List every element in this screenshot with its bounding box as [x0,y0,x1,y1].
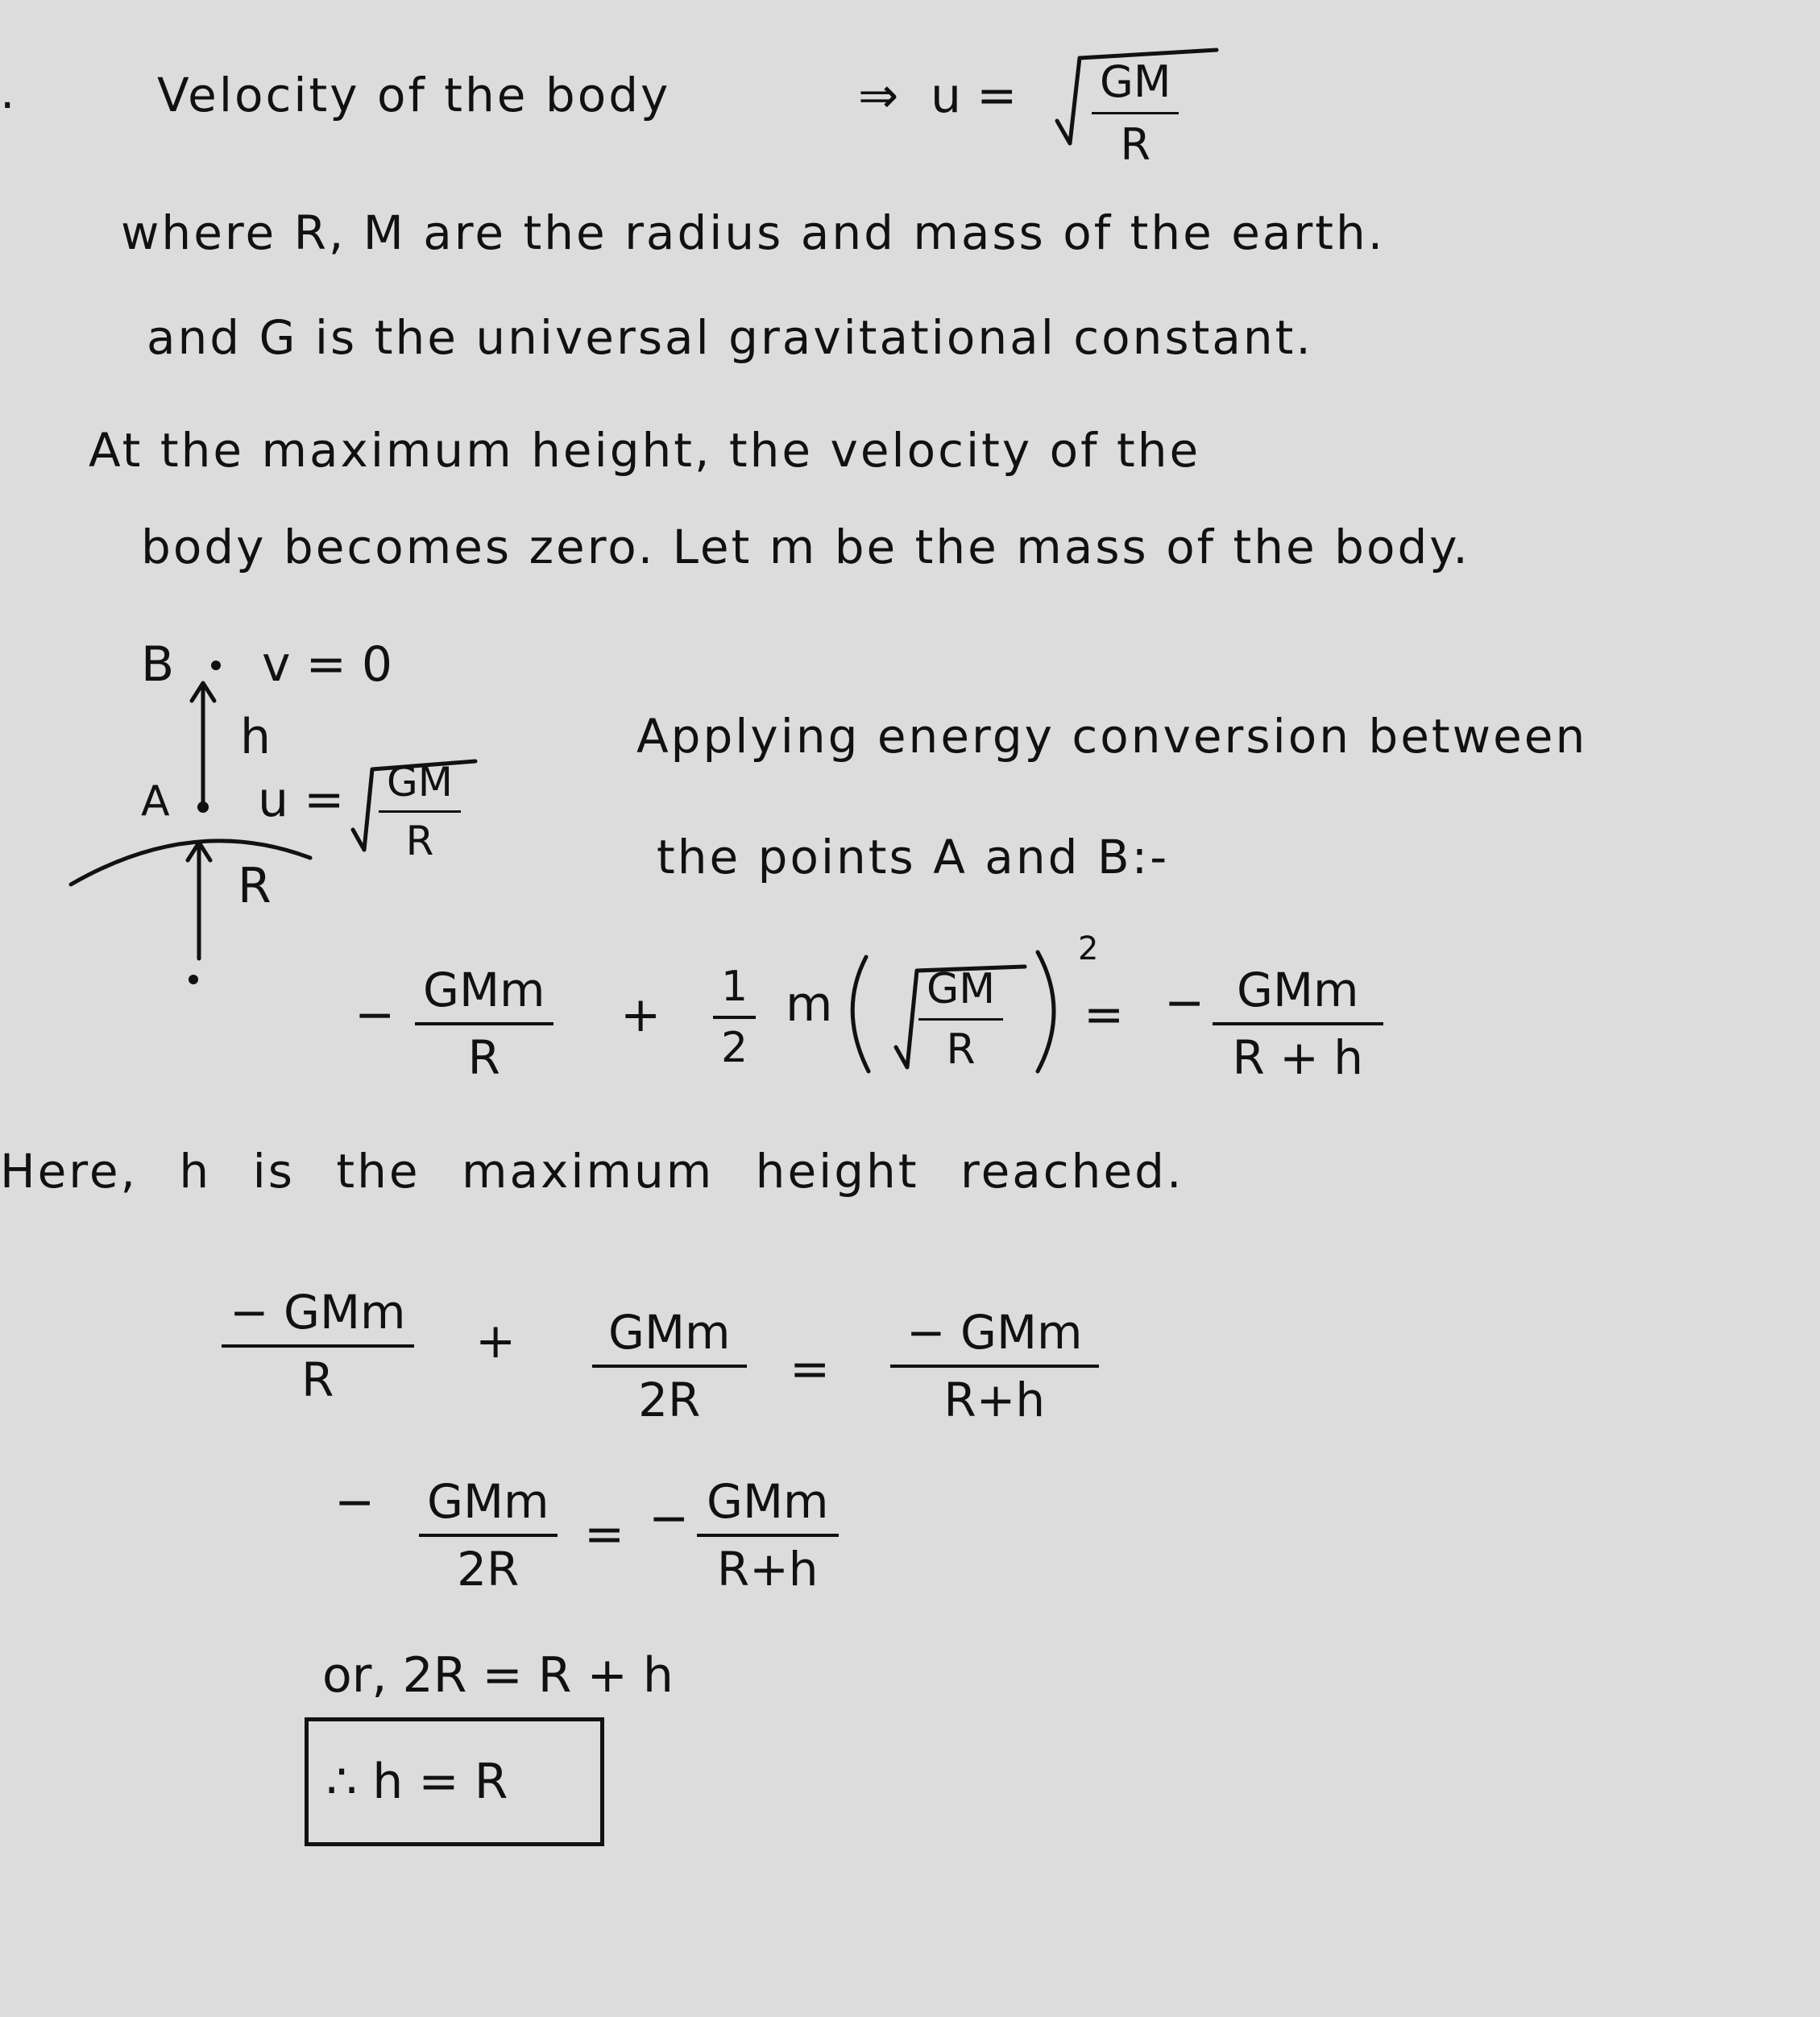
eq3-rhs-fraction [697,1474,839,1597]
potential-energy-a-fraction [415,963,553,1085]
fraction-denominator: R+h [943,1373,1046,1427]
point-b-label: B [141,636,175,693]
velocity-lhs: u = [931,68,1018,124]
fraction-numerator: GM [1092,56,1179,114]
radius-arrow-head [188,843,210,860]
fraction-denominator: R [467,1030,500,1085]
minus-sign: − [354,987,396,1043]
eq2-term2-fraction [592,1305,747,1427]
height-definition-text: Here, h is the maximum height reached. [0,1144,1184,1199]
fraction-denominator: R [405,818,434,864]
point-a-label: A [141,777,170,826]
definition-line-1: where R, M are the radius and mass of the earth. [121,205,1386,260]
simplified-equation: or, 2R = R + h [322,1647,674,1704]
inner-velocity-fraction [918,965,1003,1074]
implies-arrow: ⇒ [858,68,899,124]
escape-velocity-fraction [1092,56,1179,170]
one-half-fraction [713,963,756,1072]
fraction-denominator: R [946,1025,976,1074]
eq2-term1-fraction [222,1285,414,1407]
rhs-minus-sign: − [1164,975,1205,1031]
height-label: h [240,709,272,765]
fraction-numerator: GM [918,965,1003,1021]
fraction-numerator: − GMm [890,1305,1099,1368]
fraction-denominator: R [1120,119,1150,170]
point-a-dot [197,801,209,813]
equals-sign: = [584,1506,625,1563]
mass-symbol: m [786,976,833,1033]
fraction-numerator: 1 [713,963,756,1019]
eq3-lhs-fraction [419,1474,558,1597]
fraction-numerator: GMm [419,1474,558,1537]
fraction-denominator: R + h [1232,1030,1364,1085]
equals-sign: = [790,1341,831,1398]
eq2-rhs-fraction [890,1305,1099,1427]
fraction-denominator: 2 [721,1024,748,1072]
statement-line-1: At the maximum height, the velocity of the [89,423,1201,478]
final-answer: ∴ h = R [326,1754,508,1810]
fraction-numerator: GM [379,759,461,813]
definition-line-2: and G is the universal gravitational constant. [147,310,1313,365]
fraction-denominator: 2R [457,1542,520,1597]
statement-line-2: body becomes zero. Let m be the mass of the body. [141,520,1470,574]
potential-energy-b-fraction [1213,963,1383,1085]
fraction-numerator: GMm [592,1305,747,1368]
earth-center-dot [189,975,198,984]
height-arrow-head [192,683,214,701]
launch-velocity-lhs: u = [258,772,345,828]
fraction-denominator: R [301,1352,334,1407]
point-b-dot [211,661,221,670]
fraction-denominator: 2R [638,1373,701,1427]
square-exponent: 2 [1078,930,1099,967]
earth-surface-arc [71,841,310,884]
launch-velocity-fraction [379,759,461,864]
minus-sign: − [334,1474,375,1530]
energy-conservation-text-2: the points A and B:- [657,830,1170,884]
plus-sign: + [620,987,661,1043]
left-parenthesis [852,957,869,1071]
fraction-numerator: − GMm [222,1285,414,1348]
zero-velocity-label: v = 0 [262,636,393,693]
fraction-numerator: GMm [1213,963,1383,1025]
velocity-lead-text: Velocity of the body [157,68,671,122]
fraction-denominator: R+h [716,1542,819,1597]
energy-conservation-text-1: Applying energy conversion between [636,709,1588,764]
right-parenthesis [1038,952,1054,1071]
equals-sign: = [1084,987,1125,1043]
plus-sign: + [475,1313,516,1369]
fraction-numerator: GMm [415,963,553,1025]
rhs-minus-sign: − [649,1490,690,1547]
question-number-mark: . [0,64,18,119]
radius-label: R [238,858,272,914]
fraction-numerator: GMm [697,1474,839,1537]
final-answer-box [305,1717,604,1846]
